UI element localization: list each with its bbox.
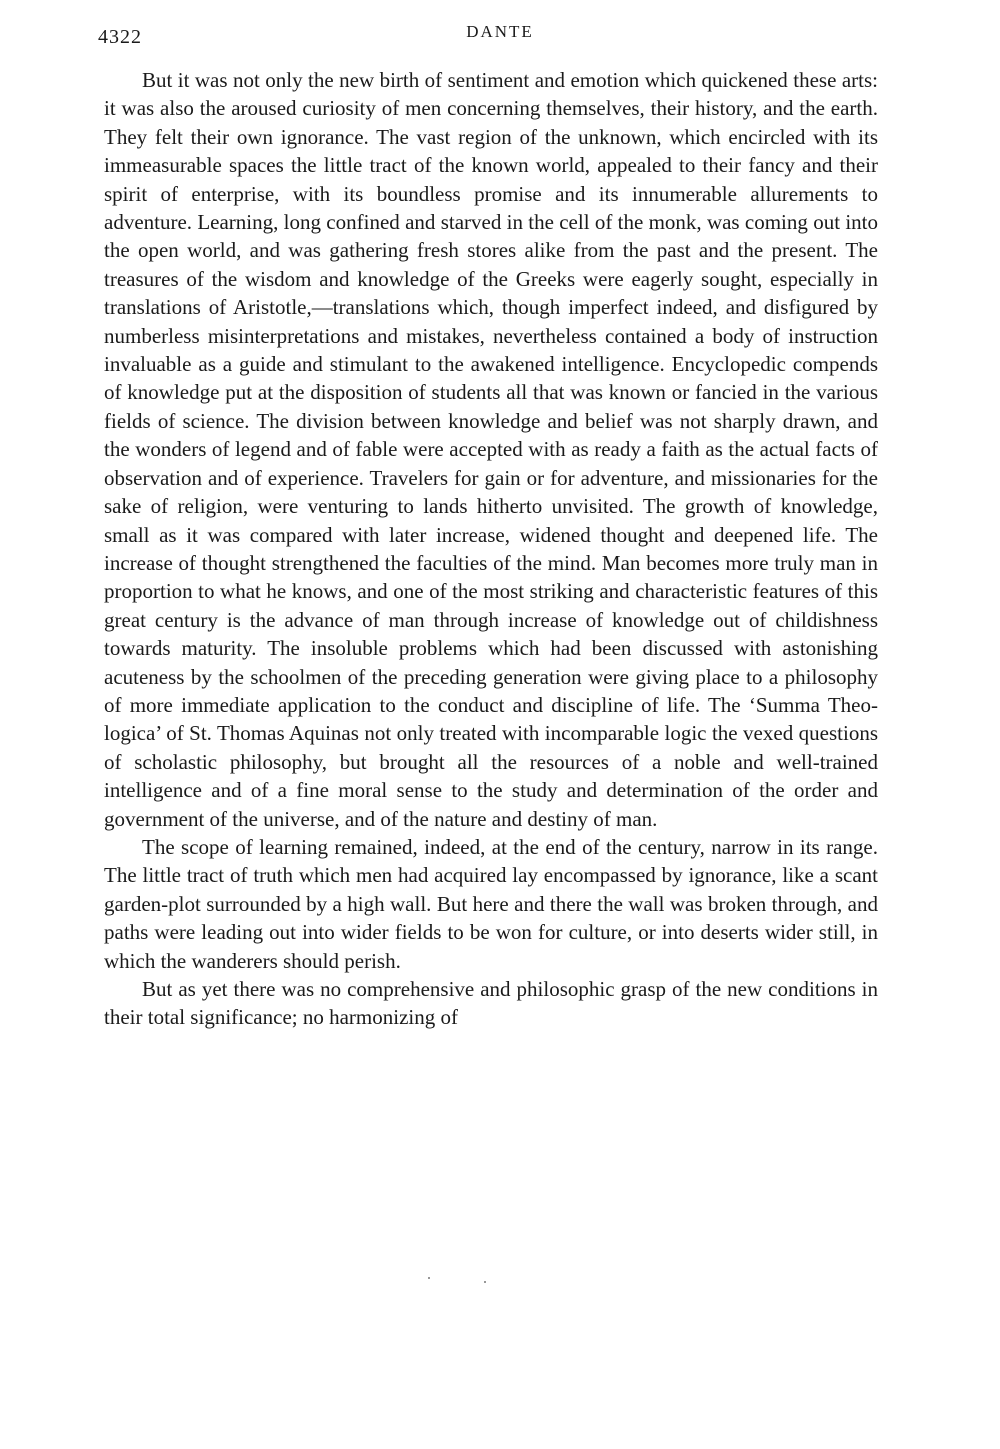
page-number: 4322 <box>98 26 142 48</box>
running-head: DANTE <box>466 22 534 41</box>
paragraph: But it was not only the new birth of sentiment and emotion which quickened these arts: it was also the aroused curiosity of men concerning themselves, their history, and the earth. They felt their own ignorance. The vast region of the unknown, which encircled with its immeasurable spaces the little tract of the known world, appealed to their fancy and their spirit of enterprise, with its boundless promise and its innumerable allurements to adventure. Learning, long confined and starved in the cell of the monk, was coming out into the open world, and was gathering fresh stores alike from the past and the present. The treasures of the wisdom and knowledge of the Greeks were eagerly sought, especially in translations of Aristotle,—translations which, though imperfect indeed, and disfigured by numberless misinterpretations and mistakes, nevertheless contained a body of instruction invaluable as a guide and stimulant to the awakened intelligence. Encyclopedic compends of knowledge put at the disposition of students all that was known or fancied in the various fields of science. The division between knowledge and belief was not sharply drawn, and the wonders of legend and of fable were accepted with as ready a faith as the actual facts of observation and of experience. Travelers for gain or for adventure, and missionaries for the sake of religion, were venturing to lands hitherto unvisited. The growth of knowledge, small as it was compared with later increase, widened thought and deepened life. The increase of thought strengthened the faculties of the mind. Man becomes more truly man in proportion to what he knows, and one of the most striking and characteristic features of this great century is the advance of man through increase of knowledge out of childishness towards maturity. The insoluble problems which had been discussed with astonishing acuteness by the schoolmen of the preceding generation were giving place to a philosophy of more immediate application to the conduct and discipline of life. The ‘Summa Theologica’ of St. Thomas Aquinas not only treated with incomparable logic the vexed questions of scholastic philosophy, but brought all the resources of a noble and well-trained intelligence and of a fine moral sense to the study and determination of the order and government of the universe, and of the nature and destiny of man. <box>104 68 878 831</box>
scan-speck <box>428 1277 430 1279</box>
paragraph: The scope of learning remained, indeed, at the end of the century, narrow in its range. The little tract of truth which men had acquired lay encompassed by ignorance, like a scant garden-plot surrounded by a high wall. But here and there the wall was broken through, and paths were leading out into wider fields to be won for culture, or into deserts wider still, in which the wanderers should perish. <box>104 834 878 973</box>
body-text <box>104 66 878 1032</box>
paragraph: But as yet there was no comprehensive and philosophic grasp of the new conditions in their total significance; no harmonizing of <box>104 977 878 1030</box>
scan-speck <box>484 1281 486 1283</box>
